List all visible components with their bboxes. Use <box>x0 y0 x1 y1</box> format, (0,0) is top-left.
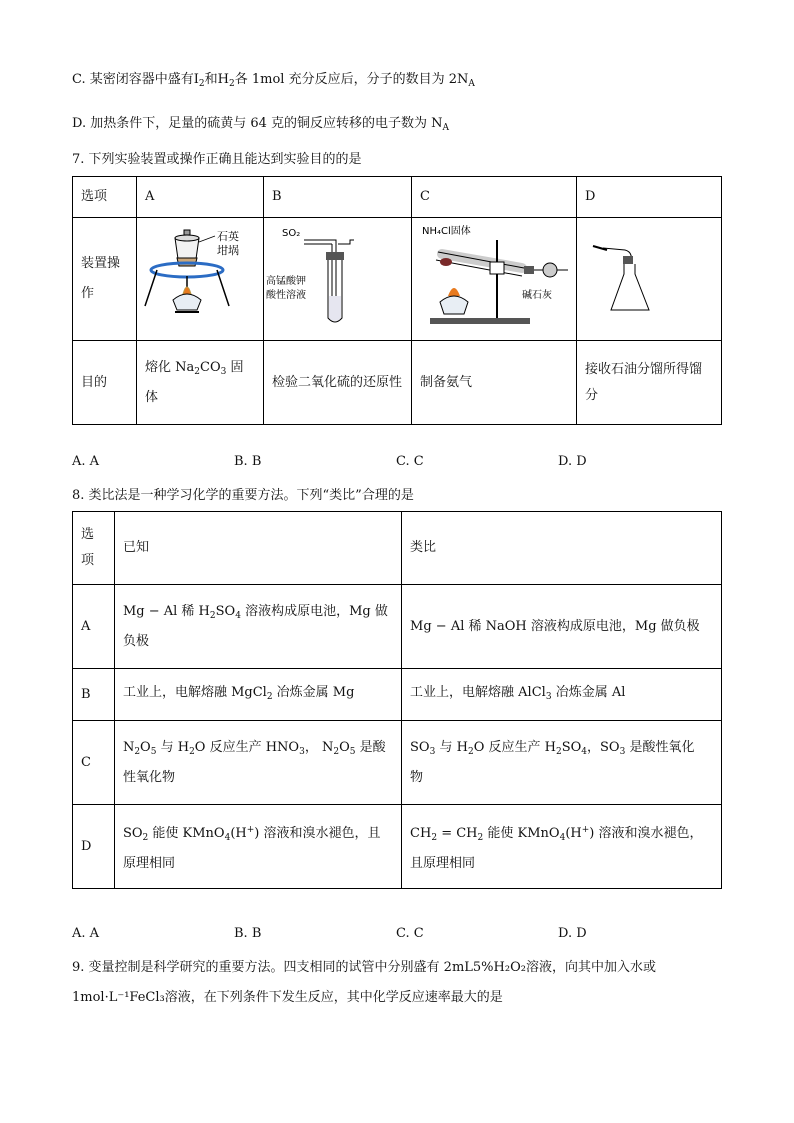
q8-row-b <box>73 669 722 721</box>
q8-row-a <box>73 585 722 669</box>
fig-b-so2: SO₂ <box>282 228 301 239</box>
so2-test-tube-figure <box>264 218 411 330</box>
fig-b-label-1: 高锰酸钾 <box>266 276 306 287</box>
q7-goal-b: 检验二氧化硫的还原性 <box>264 341 412 425</box>
q7-option-d[interactable]: D. D <box>558 454 587 469</box>
q7-header-b: B <box>264 177 412 218</box>
q8-header-option: 选项 <box>73 512 115 585</box>
q7-goal-a: 熔化 $Na_2CO_3$ 固体 <box>137 341 264 425</box>
q7-header-row <box>73 177 722 218</box>
q8-row-c-known: $N_2O_5$ 与 $H_2O$ 反应生产 $HNO_3$， $N_2O_5$ 是酸 性氧化物 <box>114 721 401 805</box>
q8-option-b[interactable]: B. B <box>234 926 262 941</box>
q7-header-a: A <box>137 177 264 218</box>
q8-header-known: 已知 <box>114 512 401 585</box>
q8-option-d[interactable]: D. D <box>558 926 587 941</box>
q9-stem-line-2: 1mol·L⁻¹FeCl₃溶液，在下列条件下发生反应，其中化学反应速率最大的是 <box>72 990 503 1005</box>
q8-row-c-label: C <box>73 721 115 805</box>
q7-goal-label: 目的 <box>73 341 137 425</box>
q7-option-a[interactable]: A. A <box>72 454 100 469</box>
q6-option-c: C. 某密闭容器中盛有$I_2$和$H_2$各 1mol 充分反应后，分子的数目为 $2N_A$ <box>72 72 475 89</box>
q8-row-a-known: Mg − Al 稀 $H_2SO_4$ 溶液构成原电池，Mg 做 负极 <box>114 585 401 669</box>
q7-stem: 7. 下列实验装置或操作正确且能达到实验目的的是 <box>72 152 362 167</box>
q8-row-c <box>73 721 722 805</box>
q8-row-d-analogy: $CH_2 = CH_2$ 能使 KMnO$_4$(H+) 溶液和溴水褪色， 且原理相同 <box>402 805 722 889</box>
ammonia-setup-figure <box>412 218 576 330</box>
q7-option-c[interactable]: C. C <box>396 454 424 469</box>
q7-figure-c <box>412 218 577 341</box>
q8-row-d-label: D <box>73 805 115 889</box>
q7-goal-c: 制备氨气 <box>412 341 577 425</box>
q7-header-c: C <box>412 177 577 218</box>
q6-option-d: D. 加热条件下，足量的硫黄与 64 克的铜反应转移的电子数为 $N_A$ <box>72 116 450 133</box>
fig-c-label-1: NH₄Cl固体 <box>422 226 471 237</box>
q8-row-a-analogy: Mg − Al 稀 NaOH 溶液构成原电池，Mg 做负极 <box>402 585 722 669</box>
fig-c-label-2: 碱石灰 <box>522 290 552 301</box>
q8-options <box>72 926 720 941</box>
q7-goal-d: 接收石油分馏所得馏分 <box>577 341 722 425</box>
q8-header-analogy: 类比 <box>402 512 722 585</box>
fig-a-label-2: 坩埚 <box>217 244 239 257</box>
conical-flask-figure <box>577 218 721 330</box>
q8-row-b-label: B <box>73 669 115 721</box>
q8-row-d-known: $SO_2$ 能使 KMnO$_4$(H+) 溶液和溴水褪色，且 原理相同 <box>114 805 401 889</box>
q7-apparatus-label: 装置操作 <box>73 218 137 341</box>
fig-a-label-1: 石英 <box>217 230 239 243</box>
q7-option-b[interactable]: B. B <box>234 454 262 469</box>
q7-figure-a <box>137 218 264 341</box>
fig-b-label-2: 酸性溶液 <box>266 290 306 301</box>
crucible-burner-figure <box>137 218 263 330</box>
q8-table <box>72 511 722 889</box>
q8-row-b-known: 工业上，电解熔融 MgCl$_2$ 冶炼金属 Mg <box>114 669 401 721</box>
q7-options <box>72 454 720 469</box>
q9-stem-line-1: 9. 变量控制是科学研究的重要方法。四支相同的试管中分别盛有 2mL5%H₂O₂溶液，向其中加入水或 <box>72 960 656 975</box>
q7-figure-d <box>577 218 722 341</box>
q7-figure-b <box>264 218 412 341</box>
q8-option-c[interactable]: C. C <box>396 926 424 941</box>
q7-table <box>72 176 722 425</box>
q7-header-option: 选项 <box>73 177 137 218</box>
q8-row-b-analogy: 工业上，电解熔融 AlCl$_3$ 冶炼金属 Al <box>402 669 722 721</box>
q8-row-c-analogy: $SO_3$ 与 $H_2O$ 反应生产 $H_2SO_4$，$SO_3$ 是酸性氧化 物 <box>402 721 722 805</box>
q7-apparatus-row <box>73 218 722 341</box>
q8-option-a[interactable]: A. A <box>72 926 100 941</box>
q7-goal-row <box>73 341 722 425</box>
q8-row-d <box>73 805 722 889</box>
q8-stem: 8. 类比法是一种学习化学的重要方法。下列“类比”合理的是 <box>72 488 414 503</box>
q8-row-a-label: A <box>73 585 115 669</box>
q7-header-d: D <box>577 177 722 218</box>
q8-header-row <box>73 512 722 585</box>
